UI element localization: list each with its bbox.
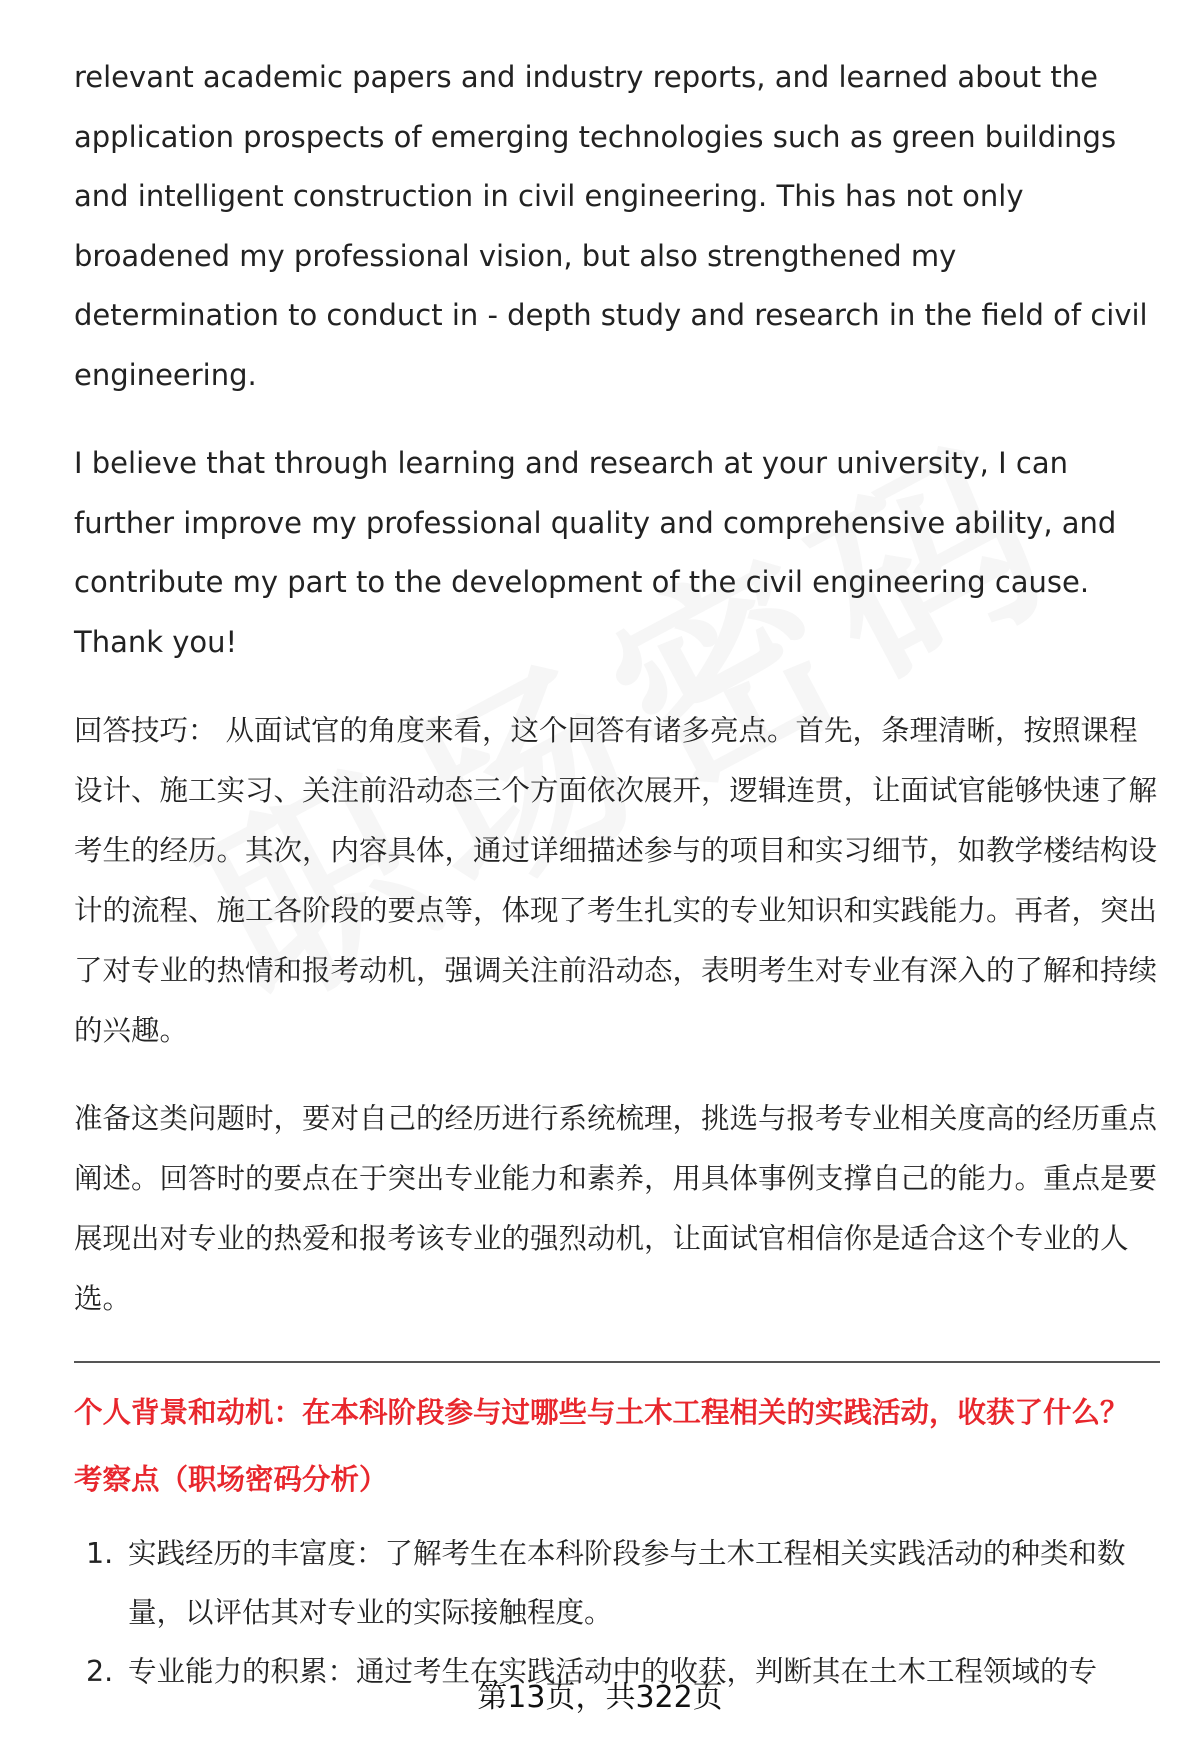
list-item-number: 2. bbox=[86, 1655, 114, 1688]
question-heading: 个人背景和动机：在本科阶段参与过哪些与土木工程相关的实践活动，收获了什么？ bbox=[74, 1396, 1129, 1429]
list-item-text: 专业能力的积累：通过考生在实践活动中的收获，判断其在土木工程领域的专 bbox=[128, 1655, 1098, 1688]
section-divider bbox=[74, 1361, 1160, 1363]
page-content bbox=[74, 48, 1160, 1701]
answer-tips-paragraph: 回答技巧： 从面试官的角度来看，这个回答有诸多亮点。首先，条理清晰，按照课程设计、施工实习、关注前沿动态三个方面依次展开，逻辑连贯，让面试官能够快速了解考生的经历。其次，内容具体，通过详细描述参与的项目和实习细节，如教学楼结构设计的流程、施工各阶段的要点等，体现了考生扎实的专业知识和实践能力。再者，突出了对专业的热情和报考动机，强调关注前沿动态，表明考生对专业有深入的了解和持续的兴趣。 bbox=[74, 714, 1158, 1047]
list-item bbox=[74, 1524, 1160, 1642]
list-item-text: 实践经历的丰富度：了解考生在本科阶段参与土木工程相关实践活动的种类和数量，以评估其对专业的实际接触程度。 bbox=[128, 1537, 1126, 1629]
section-title: 考察点（职场密码分析） bbox=[74, 1463, 388, 1496]
preparation-paragraph: 准备这类问题时，要对自己的经历进行系统梳理，挑选与报考专业相关度高的经历重点阐述。回答时的要点在于突出专业能力和素养，用具体事例支撑自己的能力。重点是要展现出对专业的热爱和报考该专业的强烈动机，让面试官相信你是适合这个专业的人选。 bbox=[74, 1102, 1158, 1315]
page-footer: 第13页，共322页 bbox=[477, 1680, 723, 1715]
list-item-number: 1. bbox=[86, 1537, 114, 1570]
paragraph-en-1: relevant academic papers and industry reports, and learned about the application prospects of emerging technologies such as green buildings and intelligent construction in civil engineering. This has not only broadened my professional vision, but also strengthened my determination to conduct in - depth study and research in the field of civil engineering. bbox=[74, 60, 1148, 392]
paragraph-en-2: I believe that through learning and research at your university, I can further improve my professional quality and comprehensive ability, and contribute my part to the development of the civil engineering cause. Thank you! bbox=[74, 446, 1117, 659]
